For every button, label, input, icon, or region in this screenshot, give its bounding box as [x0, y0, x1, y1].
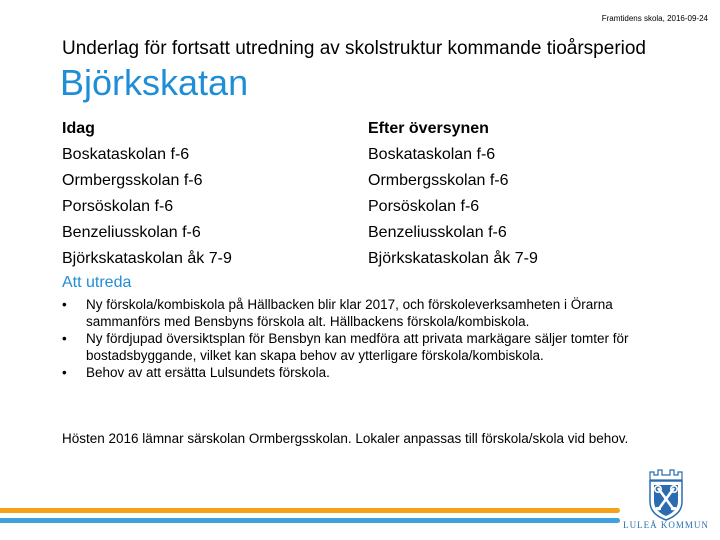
today-heading: Idag — [62, 120, 95, 137]
bullet-symbol: • — [62, 297, 67, 312]
today-column — [62, 116, 352, 272]
after-review-item: Ormbergsskolan f-6 — [368, 172, 509, 189]
closing-note: Hösten 2016 lämnar särskolan Ormbergsskolan. Lokaler anpassas till förskola/skola vid behov. — [62, 431, 629, 446]
after-review-item: Boskataskolan f-6 — [368, 146, 496, 163]
bullet-symbol: • — [62, 331, 67, 346]
after-review-heading: Efter översynen — [368, 120, 489, 137]
footer-bar-blue — [0, 518, 620, 523]
bullet-text: Behov av att ersätta Lulsundets förskola. — [86, 365, 330, 380]
today-item: Benzeliusskolan f-6 — [62, 224, 201, 241]
page-subtitle: Underlag för fortsatt utredning av skolstruktur kommande tioårsperiod — [62, 38, 646, 59]
bullet-symbol: • — [62, 365, 67, 380]
list-item — [62, 330, 682, 364]
today-item: Björkskataskolan åk 7-9 — [62, 250, 232, 267]
after-review-item: Benzeliusskolan f-6 — [368, 224, 507, 241]
logo-text: LULEÅ KOMMUN — [623, 520, 709, 530]
investigate-heading: Att utreda — [62, 274, 132, 291]
investigate-list — [62, 296, 682, 381]
today-item: Ormbergsskolan f-6 — [62, 172, 203, 189]
list-item — [62, 296, 682, 330]
after-review-column — [368, 116, 658, 272]
page-title: Björkskatan — [60, 62, 249, 103]
bullet-text: Ny förskola/kombiskola på Hällbacken blir klar 2017, och förskoleverksamheten i Örarna sammanförs med Bensbyns förskola alt. Hällbackens förskola/kombiskola. — [86, 297, 613, 329]
after-review-item: Björkskataskolan åk 7-9 — [368, 250, 538, 267]
today-item: Boskataskolan f-6 — [62, 146, 190, 163]
list-item — [62, 364, 682, 381]
footer-bar-orange — [0, 508, 620, 513]
today-item: Porsöskolan f-6 — [62, 198, 174, 215]
bullet-text: Ny fördjupad översiktsplan för Bensbyn kan medföra att privata markägare säljer tomter för bostadsbyggande, vilket kan skapa behov av ytterligare förskola/kombiskola. — [86, 331, 629, 363]
header-note: Framtidens skola, 2016-09-24 — [601, 14, 708, 23]
after-review-item: Porsöskolan f-6 — [368, 198, 480, 215]
